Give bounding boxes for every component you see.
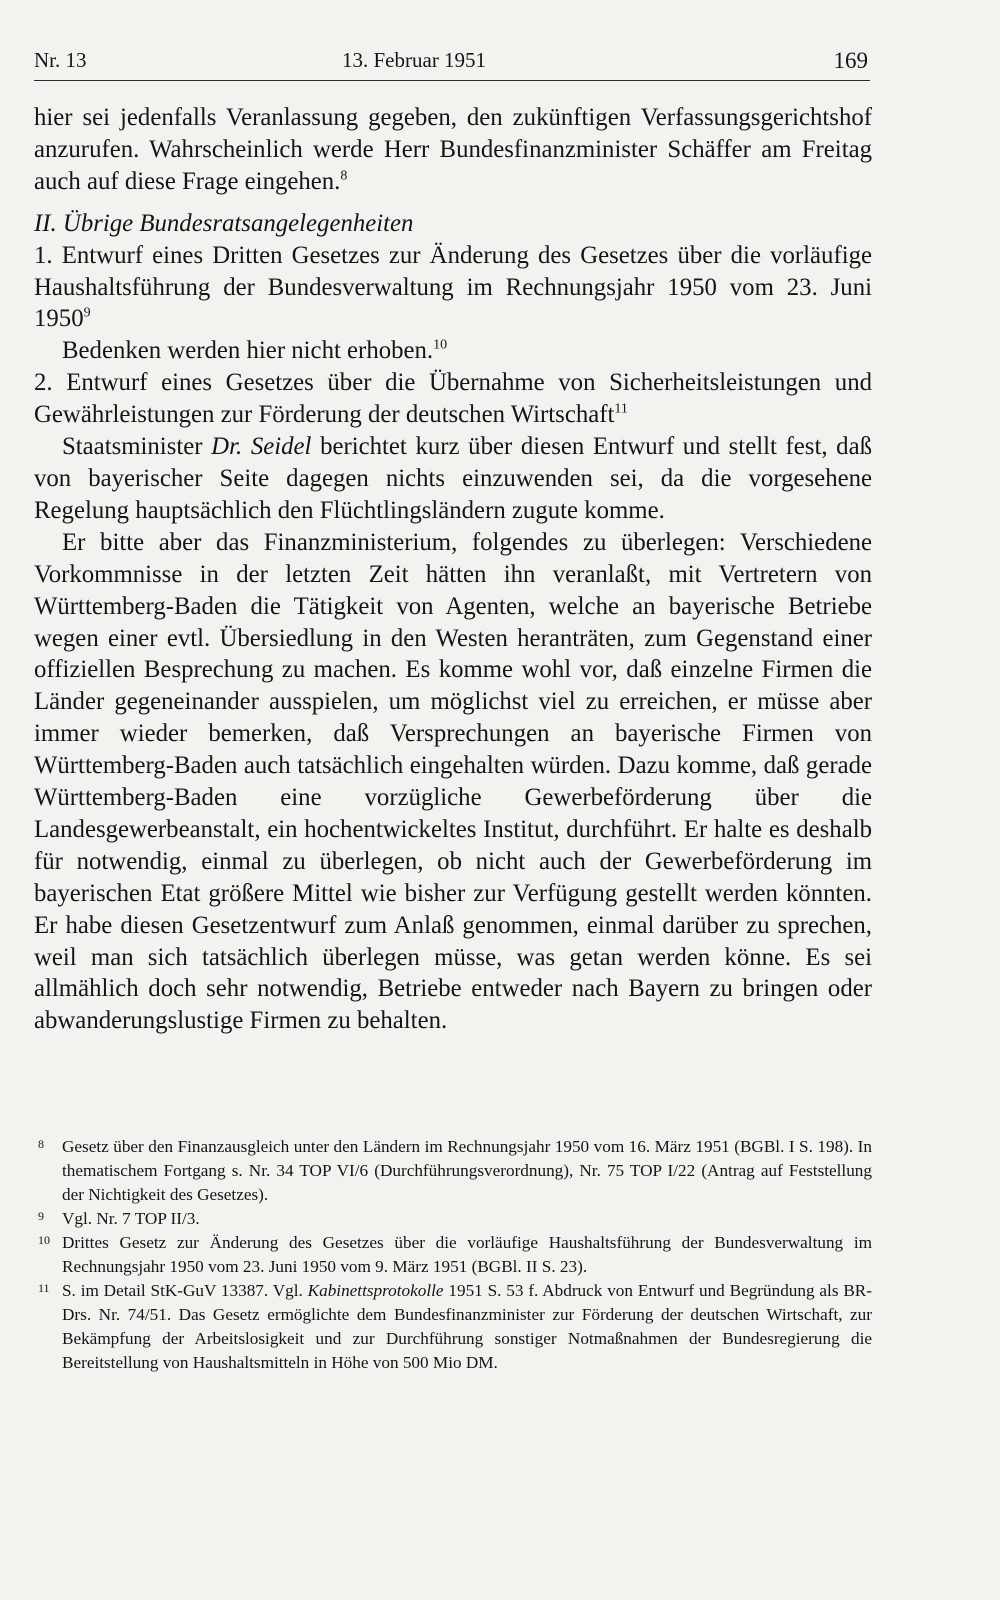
- agenda-item: 1. Entwurf eines Dritten Gesetzes zur Änderung des Gesetzes über die vorläufige Haushaltsführung der Bundesverwaltung im Rechnungsjahr 1950 vom 23. Juni 1950$^9$: [34, 241, 872, 333]
- session-date: 13. Februar 1951: [342, 48, 487, 72]
- running-header: [34, 44, 870, 81]
- page-number: 169: [833, 48, 868, 73]
- agenda-item: 2. Entwurf eines Gesetzes über die Übernahme von Sicherheitsleistungen und Gewährleistungen zur Förderung der deutschen Wirtschaft$^{11}$: [34, 369, 872, 429]
- footnote: 8 Gesetz über den Finanzausgleich unter den Ländern im Rechnungsjahr 1950 vom 16. März 1951 (BGBl. I S. 198). In thematischem Fortgang s. Nr. 34 TOP VI/6 (Durchführungsverordnung), Nr. 75 TOP I/22 (Antrag auf Feststellung der Nichtigkeit des Gesetzes).: [34, 1135, 872, 1207]
- cited-work: Kabinettsprotokolle: [307, 1281, 444, 1300]
- paragraph: Er bitte aber das Finanzministerium, folgendes zu überlegen: Verschiedene Vorkommnisse in der letzten Zeit hätten ihn veranlaßt, mit Vertretern von Württemberg-Baden die Tätigkeit von Agenten, welche an bayerische Betriebe wegen einer evtl. Übersiedlung in den Westen heranträten, zum Gegenstand einer offiziellen Besprechung zu machen. Es komme wohl vor, daß einzelne Firmen die Länder gegeneinander ausspielen, um möglichst viel zu erreichen, er müsse aber immer wieder bemerken, daß Versprechungen an bayerische Firmen von Württemberg-Baden auch tatsächlich eingehalten würden. Dazu komme, daß gerade Württemberg-Baden eine vorzügliche Gewerbeförderung über die Landesgewerbeanstalt, ein hochentwickeltes Institut, durchführt. Er halte es deshalb für notwendig, einmal zu überlegen, ob nicht auch der Gewerbeförderung im bayerischen Etat größere Mittel wie bisher zur Verfügung gestellt werden könnten. Er habe diesen Gesetzentwurf zum Anlaß genommen, einmal darüber zu sprechen, weil man sich tatsächlich überlegen müsse, was getan werden könne. Es sei allmählich doch sehr notwendig, Betriebe entweder nach Bayern zu bringen oder abwanderungslustige Firmen zu behalten.: [34, 528, 872, 1035]
- footnote-number: 9: [38, 1209, 44, 1223]
- footnote: 10 Drittes Gesetz zur Änderung des Gesetzes über die vorläufige Haushaltsführung der Bundesverwaltung im Rechnungsjahr 1950 vom 23. Juni 1950 vom 9. März 1951 (BGBl. II S. 23).: [34, 1231, 872, 1279]
- footnotes: [34, 1135, 872, 1375]
- main-text: [34, 102, 872, 1037]
- section-heading: II. Übrige Bundesratsangelegenheiten: [34, 209, 414, 237]
- speaker-title: Dr.: [211, 433, 243, 461]
- footnote-ref: 11: [614, 401, 628, 417]
- footnote-number: 8: [38, 1137, 44, 1151]
- speaker-name: Seidel: [250, 433, 312, 461]
- paragraph: Staatsminister Dr. Seidel berichtet kurz über diesen Entwurf und stellt fest, daß von bayerischer Seite dagegen nichts einzuwenden sei, da die vorgesehene Regelung hauptsächlich den Flüchtlingsländern zugute komme.: [34, 433, 872, 524]
- footnote-ref: 8: [340, 168, 348, 184]
- footnote-ref: 10: [433, 338, 448, 354]
- footnote: 11 S. im Detail StK-GuV 13387. Vgl. Kabinettsprotokolle 1951 S. 53 f. Abdruck von Entwurf und Begründung als BR-Drs. Nr. 74/51. Das Gesetz ermöglichte dem Bundesfinanzminister zur Förderung der deutschen Wirtschaft, zur Bekämpfung der Arbeitslosigkeit und zur Durchführung sonstiger Notmaßnahmen der Bundesregierung die Bereitstellung von Haushaltsmitteln in Höhe von 500 Mio DM.: [34, 1279, 872, 1375]
- issue-number: Nr. 13: [34, 48, 87, 72]
- paragraph: hier sei jedenfalls Veranlassung gegeben, den zukünftigen Verfassungsgerichtshof anzurufen. Wahrscheinlich werde Herr Bundesfinanzminister Schäffer am Freitag auch auf diese Frage eingehen.$^8$: [34, 104, 872, 195]
- paragraph: Bedenken werden hier nicht erhoben.$^{10}$: [62, 337, 448, 365]
- footnote-number: 11: [38, 1281, 50, 1295]
- footnote-number: 10: [38, 1233, 50, 1247]
- footnote-ref: 9: [83, 306, 91, 322]
- footnote: 9 Vgl. Nr. 7 TOP II/3.: [34, 1207, 872, 1231]
